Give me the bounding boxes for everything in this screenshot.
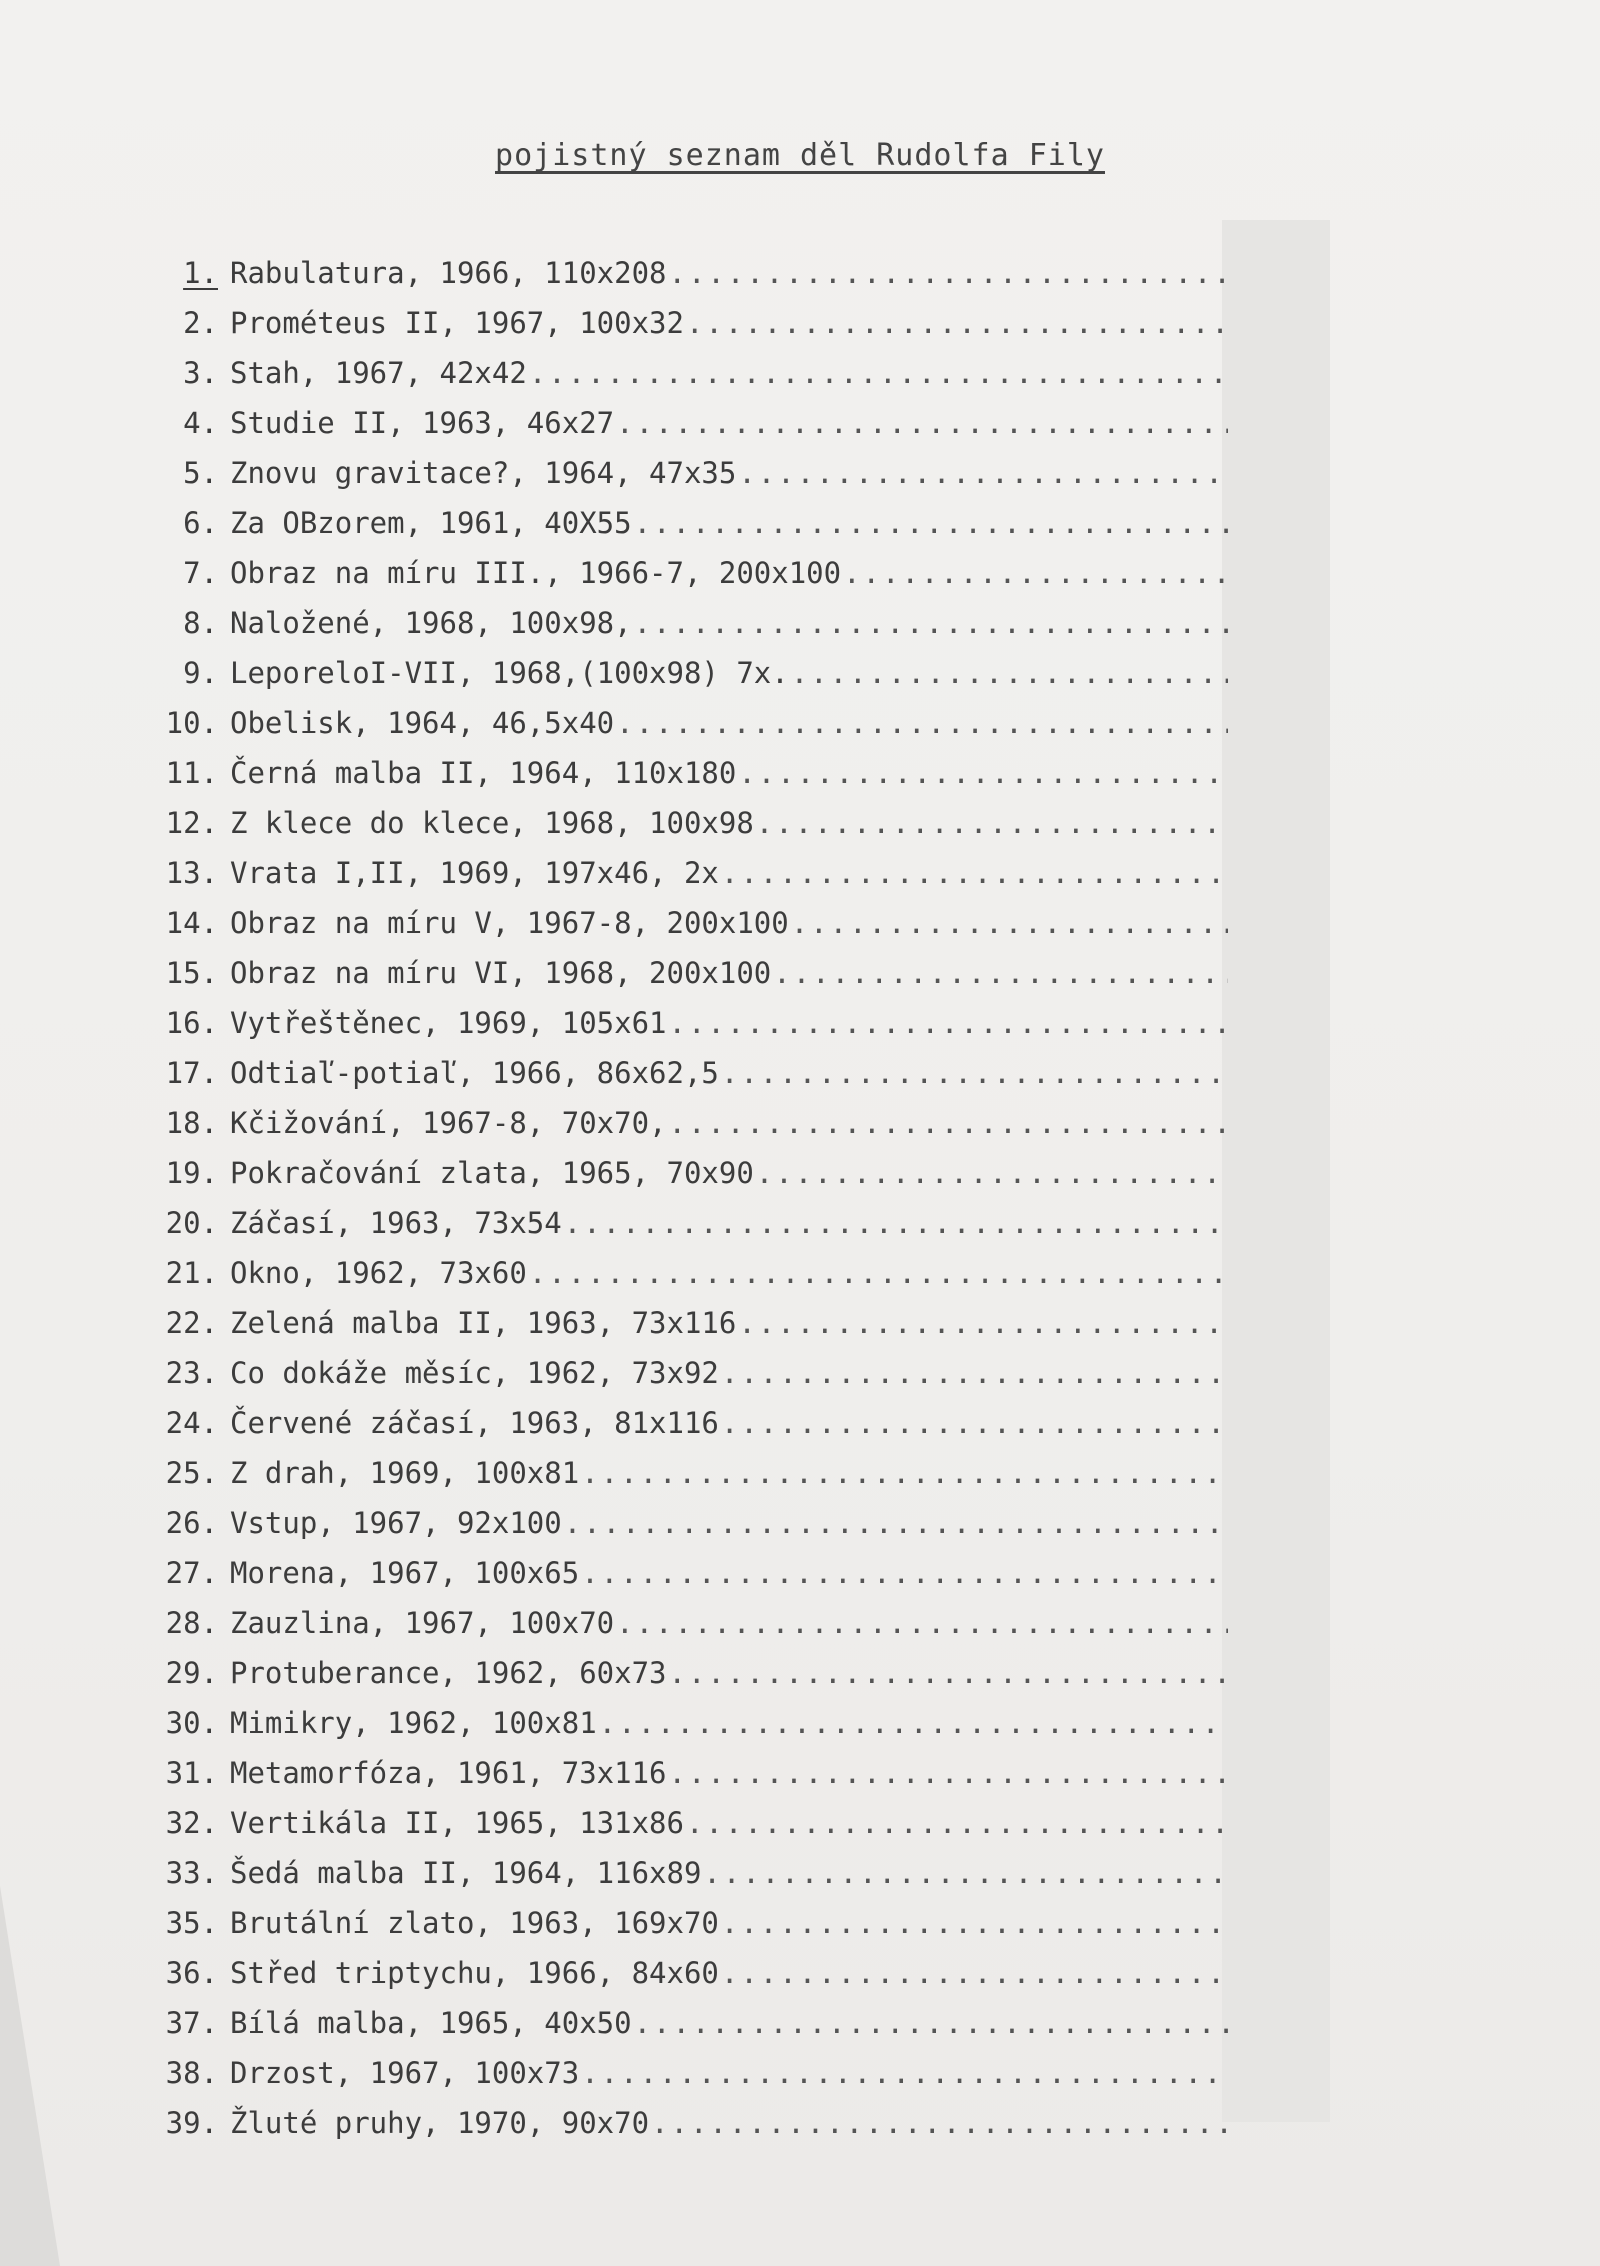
- dot-leader: [529, 1256, 1228, 1290]
- item-text: Bílá malba, 1965, 40x50: [230, 2006, 632, 2040]
- item-text: Prométeus II, 1967, 100x32: [230, 306, 684, 340]
- item-number: 4.: [183, 406, 218, 440]
- dot-leader: [616, 1606, 1228, 1640]
- list-item: [148, 1398, 1228, 1448]
- item-text: Co dokáže měsíc, 1962, 73x92: [230, 1356, 719, 1390]
- item-number: 11.: [165, 756, 218, 790]
- item-text: Kčižování, 1967-8, 70x70,: [230, 1106, 667, 1140]
- item-number: 36.: [165, 1956, 218, 1990]
- item-number: 19.: [165, 1156, 218, 1190]
- dot-leader: [529, 356, 1228, 390]
- item-number: 10.: [165, 706, 218, 740]
- dot-leader: [616, 406, 1228, 440]
- list-item: [148, 998, 1228, 1048]
- item-text: Za OBzorem, 1961, 40X55: [230, 506, 632, 540]
- list-item: [148, 1748, 1228, 1798]
- list-item: [148, 1998, 1228, 2048]
- dot-leader: [669, 1106, 1229, 1140]
- item-text: Obelisk, 1964, 46,5x40: [230, 706, 615, 740]
- item-number: 9.: [183, 656, 218, 690]
- item-text: Vrata I,II, 1969, 197x46, 2x: [230, 856, 719, 890]
- item-number: 22.: [165, 1306, 218, 1340]
- item-text: Vytřeštěnec, 1969, 105x61: [230, 1006, 667, 1040]
- dot-leader: [721, 1406, 1228, 1440]
- dot-leader: [703, 1856, 1228, 1890]
- list-item: [148, 1548, 1228, 1598]
- item-number: 38.: [165, 2056, 218, 2090]
- item-number: 20.: [165, 1206, 218, 1240]
- dot-leader: [843, 556, 1228, 590]
- item-number: 33.: [165, 1856, 218, 1890]
- item-number: 29.: [165, 1656, 218, 1690]
- list-item: [148, 1498, 1228, 1548]
- list-item: [148, 1598, 1228, 1648]
- item-text: Morena, 1967, 100x65: [230, 1556, 580, 1590]
- item-number: 7.: [183, 556, 218, 590]
- item-text: Střed triptychu, 1966, 84x60: [230, 1956, 719, 1990]
- dot-leader: [756, 806, 1228, 840]
- item-text: Červené záčasí, 1963, 81x116: [230, 1406, 719, 1440]
- list-item: [148, 498, 1228, 548]
- list-item: [148, 698, 1228, 748]
- dot-leader: [791, 906, 1228, 940]
- item-number: 25.: [165, 1456, 218, 1490]
- list-item: [148, 1098, 1228, 1148]
- item-text: Zauzlina, 1967, 100x70: [230, 1606, 615, 1640]
- item-number: 24.: [165, 1406, 218, 1440]
- paper-shadow: [1222, 220, 1330, 2122]
- item-number: 23.: [165, 1356, 218, 1390]
- dot-leader: [756, 1156, 1228, 1190]
- dot-leader: [564, 1506, 1228, 1540]
- item-text: Okno, 1962, 73x60: [230, 1256, 527, 1290]
- item-text: Drzost, 1967, 100x73: [230, 2056, 580, 2090]
- list-item: [148, 1198, 1228, 1248]
- item-text: Znovu gravitace?, 1964, 47x35: [230, 456, 737, 490]
- list-item: [148, 948, 1228, 998]
- item-number: 18.: [165, 1106, 218, 1140]
- list-item: [148, 548, 1228, 598]
- list-item: [148, 1948, 1228, 1998]
- item-number: 35.: [165, 1906, 218, 1940]
- list-item: [148, 1898, 1228, 1948]
- item-text: Obraz na míru VI, 1968, 200x100: [230, 956, 772, 990]
- item-text: Vstup, 1967, 92x100: [230, 1506, 562, 1540]
- item-text: Obraz na míru III., 1966-7, 200x100: [230, 556, 842, 590]
- dot-leader: [616, 706, 1228, 740]
- item-number: 26.: [165, 1506, 218, 1540]
- item-text: Rabulatura, 1966, 110x208: [230, 256, 667, 290]
- artwork-list: [148, 248, 1228, 2148]
- dot-leader: [669, 1656, 1229, 1690]
- item-number: 5.: [183, 456, 218, 490]
- dot-leader: [721, 1056, 1228, 1090]
- item-text: Naložené, 1968, 100x98,: [230, 606, 632, 640]
- list-item: [148, 648, 1228, 698]
- item-number: 3.: [183, 356, 218, 390]
- dot-leader: [721, 856, 1228, 890]
- list-item: [148, 398, 1228, 448]
- item-number: 31.: [165, 1756, 218, 1790]
- item-number: 16.: [165, 1006, 218, 1040]
- list-item: [148, 598, 1228, 648]
- list-item: [148, 1048, 1228, 1098]
- item-text: Žluté pruhy, 1970, 90x70: [230, 2106, 650, 2140]
- item-text: Černá malba II, 1964, 110x180: [230, 756, 737, 790]
- list-item: [148, 1648, 1228, 1698]
- list-item: [148, 798, 1228, 848]
- paper-corner: [0, 1886, 60, 2266]
- item-text: Odtiaľ-potiaľ, 1966, 86x62,5: [230, 1056, 719, 1090]
- item-number: 39.: [165, 2106, 218, 2140]
- item-text: Stah, 1967, 42x42: [230, 356, 527, 390]
- item-text: Z drah, 1969, 100x81: [230, 1456, 580, 1490]
- list-item: [148, 1148, 1228, 1198]
- item-text: Metamorfóza, 1961, 73x116: [230, 1756, 667, 1790]
- list-item: [148, 1298, 1228, 1348]
- item-text: Z klece do klece, 1968, 100x98: [230, 806, 754, 840]
- dot-leader: [686, 306, 1228, 340]
- dot-leader: [634, 2006, 1228, 2040]
- dot-leader: [669, 256, 1229, 290]
- dot-leader: [581, 1456, 1228, 1490]
- list-item: [148, 248, 1228, 298]
- dot-leader: [634, 606, 1228, 640]
- item-text: Zelená malba II, 1963, 73x116: [230, 1306, 737, 1340]
- item-text: Vertikála II, 1965, 131x86: [230, 1806, 684, 1840]
- dot-leader: [738, 756, 1228, 790]
- list-item: [148, 898, 1228, 948]
- item-text: Šedá malba II, 1964, 116x89: [230, 1856, 702, 1890]
- dot-leader: [721, 1956, 1228, 1990]
- list-item: [148, 1698, 1228, 1748]
- dot-leader: [651, 2106, 1228, 2140]
- dot-leader: [773, 956, 1228, 990]
- dot-leader: [634, 506, 1228, 540]
- list-item: [148, 2098, 1228, 2148]
- item-number: 21.: [165, 1256, 218, 1290]
- dot-leader: [721, 1356, 1228, 1390]
- item-number: 6.: [183, 506, 218, 540]
- item-number: 14.: [165, 906, 218, 940]
- item-text: Pokračování zlata, 1965, 70x90: [230, 1156, 754, 1190]
- dot-leader: [581, 2056, 1228, 2090]
- page-title: pojistný seznam děl Rudolfa Fily: [495, 138, 1105, 173]
- list-item: [148, 848, 1228, 898]
- dot-leader: [669, 1006, 1229, 1040]
- dot-leader: [791, 656, 1228, 690]
- list-item: [148, 348, 1228, 398]
- list-item: [148, 448, 1228, 498]
- item-number: 15.: [165, 956, 218, 990]
- item-text: Brutální zlato, 1963, 169x70: [230, 1906, 719, 1940]
- dot-leader: [599, 1706, 1228, 1740]
- item-number: 28.: [165, 1606, 218, 1640]
- item-text: Záčasí, 1963, 73x54: [230, 1206, 562, 1240]
- list-item: [148, 1798, 1228, 1848]
- dot-leader: [721, 1906, 1228, 1940]
- dot-leader: [738, 456, 1228, 490]
- dot-leader: [564, 1206, 1228, 1240]
- item-text: Mimikry, 1962, 100x81: [230, 1706, 597, 1740]
- item-number: 1.: [183, 256, 218, 290]
- item-text: LeporeloI-VII, 1968,(100x98) 7x.: [230, 656, 789, 690]
- list-item: [148, 298, 1228, 348]
- item-text: Protuberance, 1962, 60x73: [230, 1656, 667, 1690]
- item-number: 2.: [183, 306, 218, 340]
- dot-leader: [686, 1806, 1228, 1840]
- item-number: 13.: [165, 856, 218, 890]
- dot-leader: [669, 1756, 1229, 1790]
- item-number: 30.: [165, 1706, 218, 1740]
- item-number: 37.: [165, 2006, 218, 2040]
- list-item: [148, 1848, 1228, 1898]
- list-item: [148, 1348, 1228, 1398]
- item-text: Obraz na míru V, 1967-8, 200x100: [230, 906, 789, 940]
- list-item: [148, 1248, 1228, 1298]
- item-number: 27.: [165, 1556, 218, 1590]
- list-item: [148, 748, 1228, 798]
- list-item: [148, 1448, 1228, 1498]
- list-item: [148, 2048, 1228, 2098]
- dot-leader: [738, 1306, 1228, 1340]
- dot-leader: [581, 1556, 1228, 1590]
- item-number: 32.: [165, 1806, 218, 1840]
- item-text: Studie II, 1963, 46x27: [230, 406, 615, 440]
- item-number: 12.: [165, 806, 218, 840]
- item-number: 8.: [183, 606, 218, 640]
- item-number: 17.: [165, 1056, 218, 1090]
